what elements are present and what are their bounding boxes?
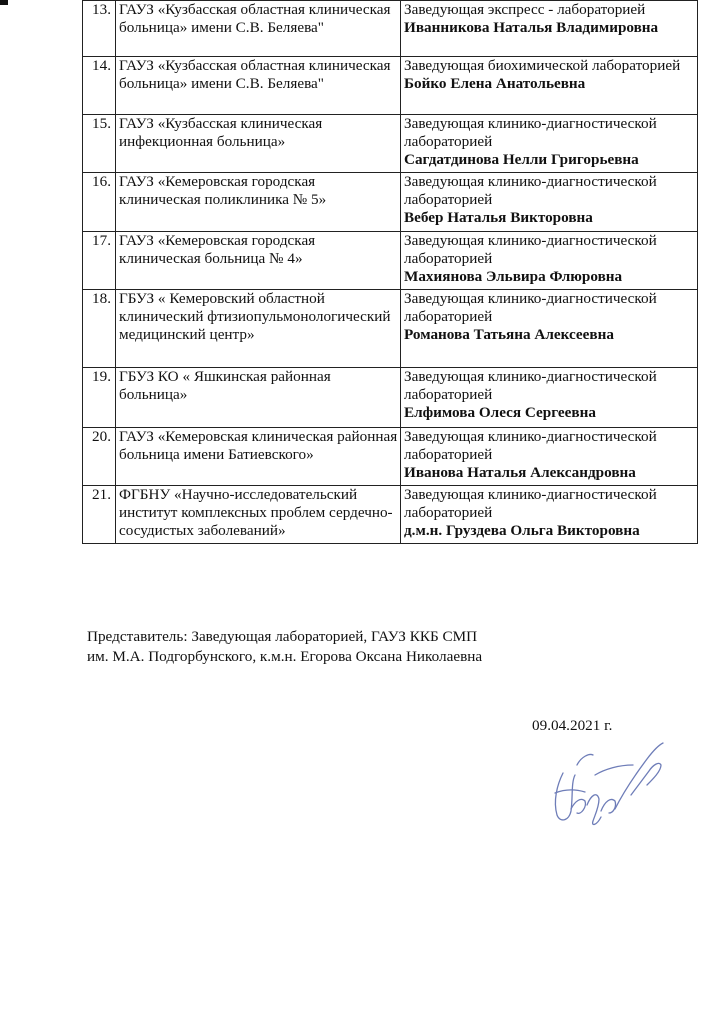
organization-cell: ГАУЗ «Кузбасская клиническая инфекционная больница» [116, 115, 401, 173]
table-row [83, 428, 698, 486]
organization-cell: ГБУЗ « Кемеровский областной клинический фтизиопульмонологический медицинский центр» [116, 290, 401, 368]
row-number: 16. [83, 173, 116, 232]
person-name: д.м.н. Груздева Ольга Викторовна [404, 522, 640, 539]
row-number: 15. [83, 115, 116, 173]
position-cell [401, 428, 698, 486]
organization-cell: ФГБНУ «Научно-исследовательский институт комплексных проблем сердечно-сосудистых заболеваний» [116, 486, 401, 544]
position-title: Заведующая клинико-диагностической лабораторией [404, 368, 657, 403]
position-title: Заведующая клинико-диагностической лабораторией [404, 428, 657, 463]
organization-cell: ГБУЗ КО « Яшкинская районная больница» [116, 368, 401, 428]
handwritten-signature [535, 735, 675, 830]
position-cell [401, 57, 698, 115]
person-name: Романова Татьяна Алексеевна [404, 326, 614, 343]
representative-line-2: им. М.А. Подгорбунского, к.м.н. Егорова Оксана Николаевна [87, 648, 483, 665]
position-cell [401, 290, 698, 368]
position-cell [401, 173, 698, 232]
table-row [83, 368, 698, 428]
person-name: Бойко Елена Анатольевна [404, 75, 586, 92]
position-cell [401, 486, 698, 544]
row-number: 19. [83, 368, 116, 428]
position-cell [401, 232, 698, 290]
person-name: Иванова Наталья Александровна [404, 464, 636, 481]
organization-cell: ГАУЗ «Кемеровская клиническая районная больница имени Батиевского» [116, 428, 401, 486]
person-name: Елфимова Олеся Сергеевна [404, 404, 596, 421]
row-number: 17. [83, 232, 116, 290]
row-number: 21. [83, 486, 116, 544]
table-row [83, 115, 698, 173]
person-name: Вебер Наталья Викторовна [404, 209, 593, 226]
person-name: Иванникова Наталья Владимировна [404, 19, 659, 36]
person-name: Сагдатдинова Нелли Григорьевна [404, 151, 639, 168]
laboratory-heads-table [82, 0, 698, 544]
table-row [83, 173, 698, 232]
organization-cell: ГАУЗ «Кузбасская областная клиническая больница» имени С.В. Беляева" [116, 57, 401, 115]
position-title: Заведующая клинико-диагностической лабораторией [404, 115, 657, 150]
document-date: 09.04.2021 г. [532, 717, 613, 734]
table-row [83, 232, 698, 290]
organization-cell: ГАУЗ «Кузбасская областная клиническая больница» имени С.В. Беляева" [116, 1, 401, 57]
row-number: 13. [83, 1, 116, 57]
position-title: Заведующая клинико-диагностической лабораторией [404, 173, 657, 208]
position-cell [401, 115, 698, 173]
row-number: 18. [83, 290, 116, 368]
position-cell [401, 368, 698, 428]
position-title: Заведующая клинико-диагностической лабораторией [404, 232, 657, 267]
person-name: Махиянова Эльвира Флюровна [404, 268, 623, 285]
representative-line-1: Представитель: Заведующая лабораторией, ГАУЗ ККБ СМП [87, 628, 478, 645]
table-row [83, 486, 698, 544]
row-number: 20. [83, 428, 116, 486]
table-row [83, 57, 698, 115]
scan-corner-mark [0, 0, 8, 5]
organization-cell: ГАУЗ «Кемеровская городская клиническая больница № 4» [116, 232, 401, 290]
row-number: 14. [83, 57, 116, 115]
table-row [83, 290, 698, 368]
position-title: Заведующая клинико-диагностической лабораторией [404, 486, 657, 521]
position-title: Заведующая экспресс - лабораторией [404, 1, 646, 18]
organization-cell: ГАУЗ «Кемеровская городская клиническая поликлиника № 5» [116, 173, 401, 232]
position-cell [401, 1, 698, 57]
table-row [83, 1, 698, 57]
representative-block [87, 627, 482, 667]
position-title: Заведующая клинико-диагностической лабораторией [404, 290, 657, 325]
position-title: Заведующая биохимической лабораторией [404, 57, 681, 74]
